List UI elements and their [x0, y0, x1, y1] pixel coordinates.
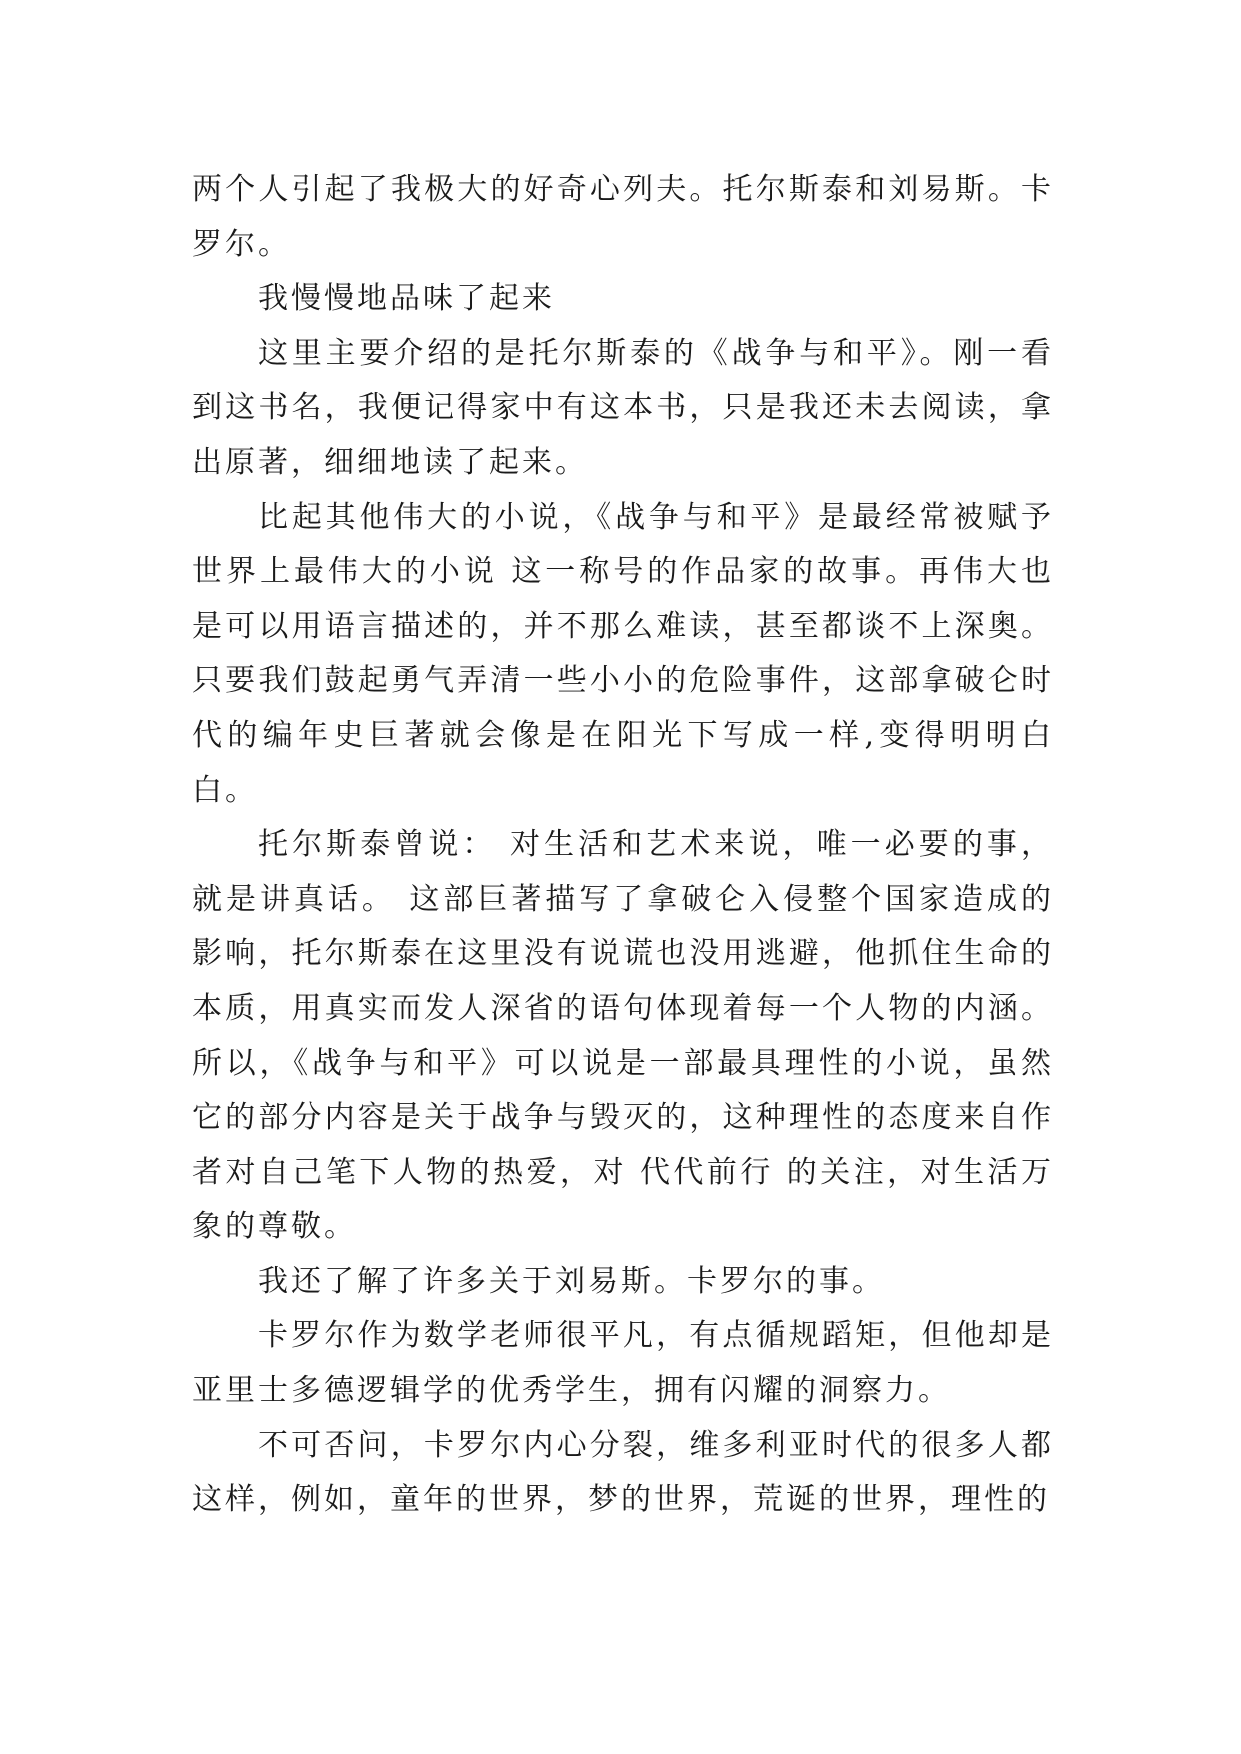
paragraph: 这里主要介绍的是托尔斯泰的《战争与和平》。刚一看到这书名，我便记得家中有这本书，只是我还未去阅读，拿出原著，细细地读了起来。	[192, 335, 1054, 480]
paragraph: 比起其他伟大的小说，《战争与和平》是最经常被赋予世界上最伟大的小说 这一称号的作品家的故事。再伟大也是可以用语言描述的，并不那么难读，甚至都谈不上深奥。只要我们鼓起勇气弄清一些小小的危险事件，这部拿破仑时代的编年史巨著就会像是在阳光下写成一样,变得明明白白。	[192, 499, 1054, 808]
paragraph: 不可否问，卡罗尔内心分裂，维多利亚时代的很多人都这样，例如，童年的世界，梦的世界，荒诞的世界，理性的	[192, 1427, 1054, 1518]
paragraph: 两个人引起了我极大的好奇心列夫。托尔斯泰和刘易斯。卡罗尔。	[192, 172, 1054, 262]
paragraph: 托尔斯泰曾说： 对生活和艺术来说，唯一必要的事，就是讲真话。 这部巨著描写了拿破仑入侵整个国家造成的影响，托尔斯泰在这里没有说谎也没用逃避，他抓住生命的本质，用真实而发人深省的语句体现着每一个人物的内涵。所以，《战争与和平》可以说是一部最具理性的小说，虽然它的部分内容是关于战争与毁灭的，这种理性的态度来自作者对自己笔下人物的热爱，对 代代前行 的关注，对生活万象的尊敬。	[192, 827, 1054, 1245]
document-body	[192, 163, 1054, 1528]
paragraph: 卡罗尔作为数学老师很平凡，有点循规蹈矩，但他却是亚里士多德逻辑学的优秀学生，拥有闪耀的洞察力。	[192, 1318, 1054, 1409]
paragraph: 我慢慢地品味了起来	[258, 281, 555, 317]
paragraph: 我还了解了许多关于刘易斯。卡罗尔的事。	[258, 1263, 885, 1299]
